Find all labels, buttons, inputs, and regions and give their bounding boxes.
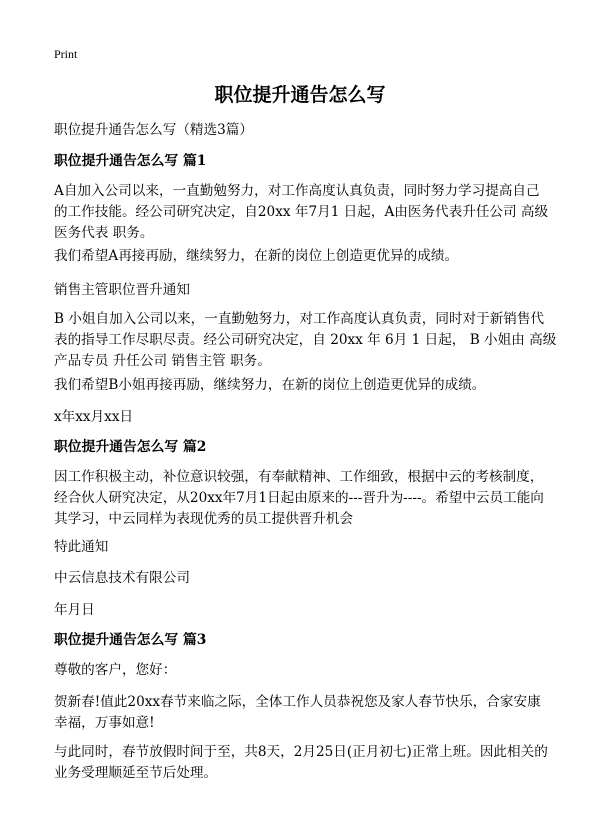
text-line: 经合伙人研究决定，从20xx年7月1日起由原来的---晋升为----。希望中云员工能向 xyxy=(54,490,544,506)
text-line: 幸福，万事如意! xyxy=(54,715,155,731)
section-heading-3: 职位提升通告怎么写 篇3 xyxy=(54,632,207,648)
section1-paragraph-5: 我们希望B小姐再接再励，继续努力，在新的岗位上创造更优异的成绩。 xyxy=(54,377,486,393)
text-line: 业务受理顺延至节后处理。 xyxy=(54,765,218,781)
section2-company: 中云信息技术有限公司 xyxy=(54,570,190,586)
document-title: 职位提升通告怎么写 xyxy=(214,84,386,106)
section1-paragraph-2: 我们希望A再接再励，继续努力，在新的岗位上创造更优异的成绩。 xyxy=(54,248,459,264)
section2-notice: 特此通知 xyxy=(54,539,109,555)
section1-date: x年xx月xx日 xyxy=(54,409,134,425)
section3-greeting: 尊敬的客户，您好： xyxy=(54,662,177,678)
section2-date: 年月日 xyxy=(54,602,95,618)
text-line: 其学习，中云同样为表现优秀的员工提供晋升机会 xyxy=(54,511,354,527)
text-line: B 小姐自加入公司以来，一直勤勉努力，对工作高度认真负责，同时对于新销售代 xyxy=(54,311,545,327)
section1-paragraph-1 xyxy=(54,181,554,244)
text-line: 贺新春!值此20xx春节来临之际，全体工作人员恭祝您及家人春节快乐，合家安康 xyxy=(54,694,541,710)
print-label: Print xyxy=(54,47,78,61)
section3-paragraph-3 xyxy=(54,742,554,784)
section2-paragraph-1 xyxy=(54,467,554,530)
text-line: 与此同时，春节放假时间于至，共8天，2月25日(正月初七)正常上班。因此相关的 xyxy=(54,744,548,760)
text-line: 因工作积极主动，补位意识较强，有奉献精神、工作细致，根据中云的考核制度， xyxy=(54,469,544,485)
section3-paragraph-2 xyxy=(54,692,554,734)
text-line: 的工作技能。经公司研究决定，自20xx 年7月1 日起，A由医务代表升任公司 高级 xyxy=(54,204,549,220)
intro-paragraph: 职位提升通告怎么写（精选3篇） xyxy=(54,122,253,138)
section1-paragraph-4 xyxy=(54,309,557,372)
text-line: 表的指导工作尽职尽责。经公司研究决定，自 20xx 年 6月 1 日起， B 小姐由 高级 xyxy=(54,332,557,348)
section-heading-2: 职位提升通告怎么写 篇2 xyxy=(54,439,207,455)
section1-subheading: 销售主管职位晋升通知 xyxy=(54,282,190,298)
text-line: 医务代表 职务。 xyxy=(54,225,154,241)
text-line: 产品专员 升任公司 销售主管 职务。 xyxy=(54,353,271,369)
section-heading-1: 职位提升通告怎么写 篇1 xyxy=(54,153,207,169)
text-line: A自加入公司以来，一直勤勉努力，对工作高度认真负责，同时努力学习提高自己 xyxy=(54,183,540,199)
